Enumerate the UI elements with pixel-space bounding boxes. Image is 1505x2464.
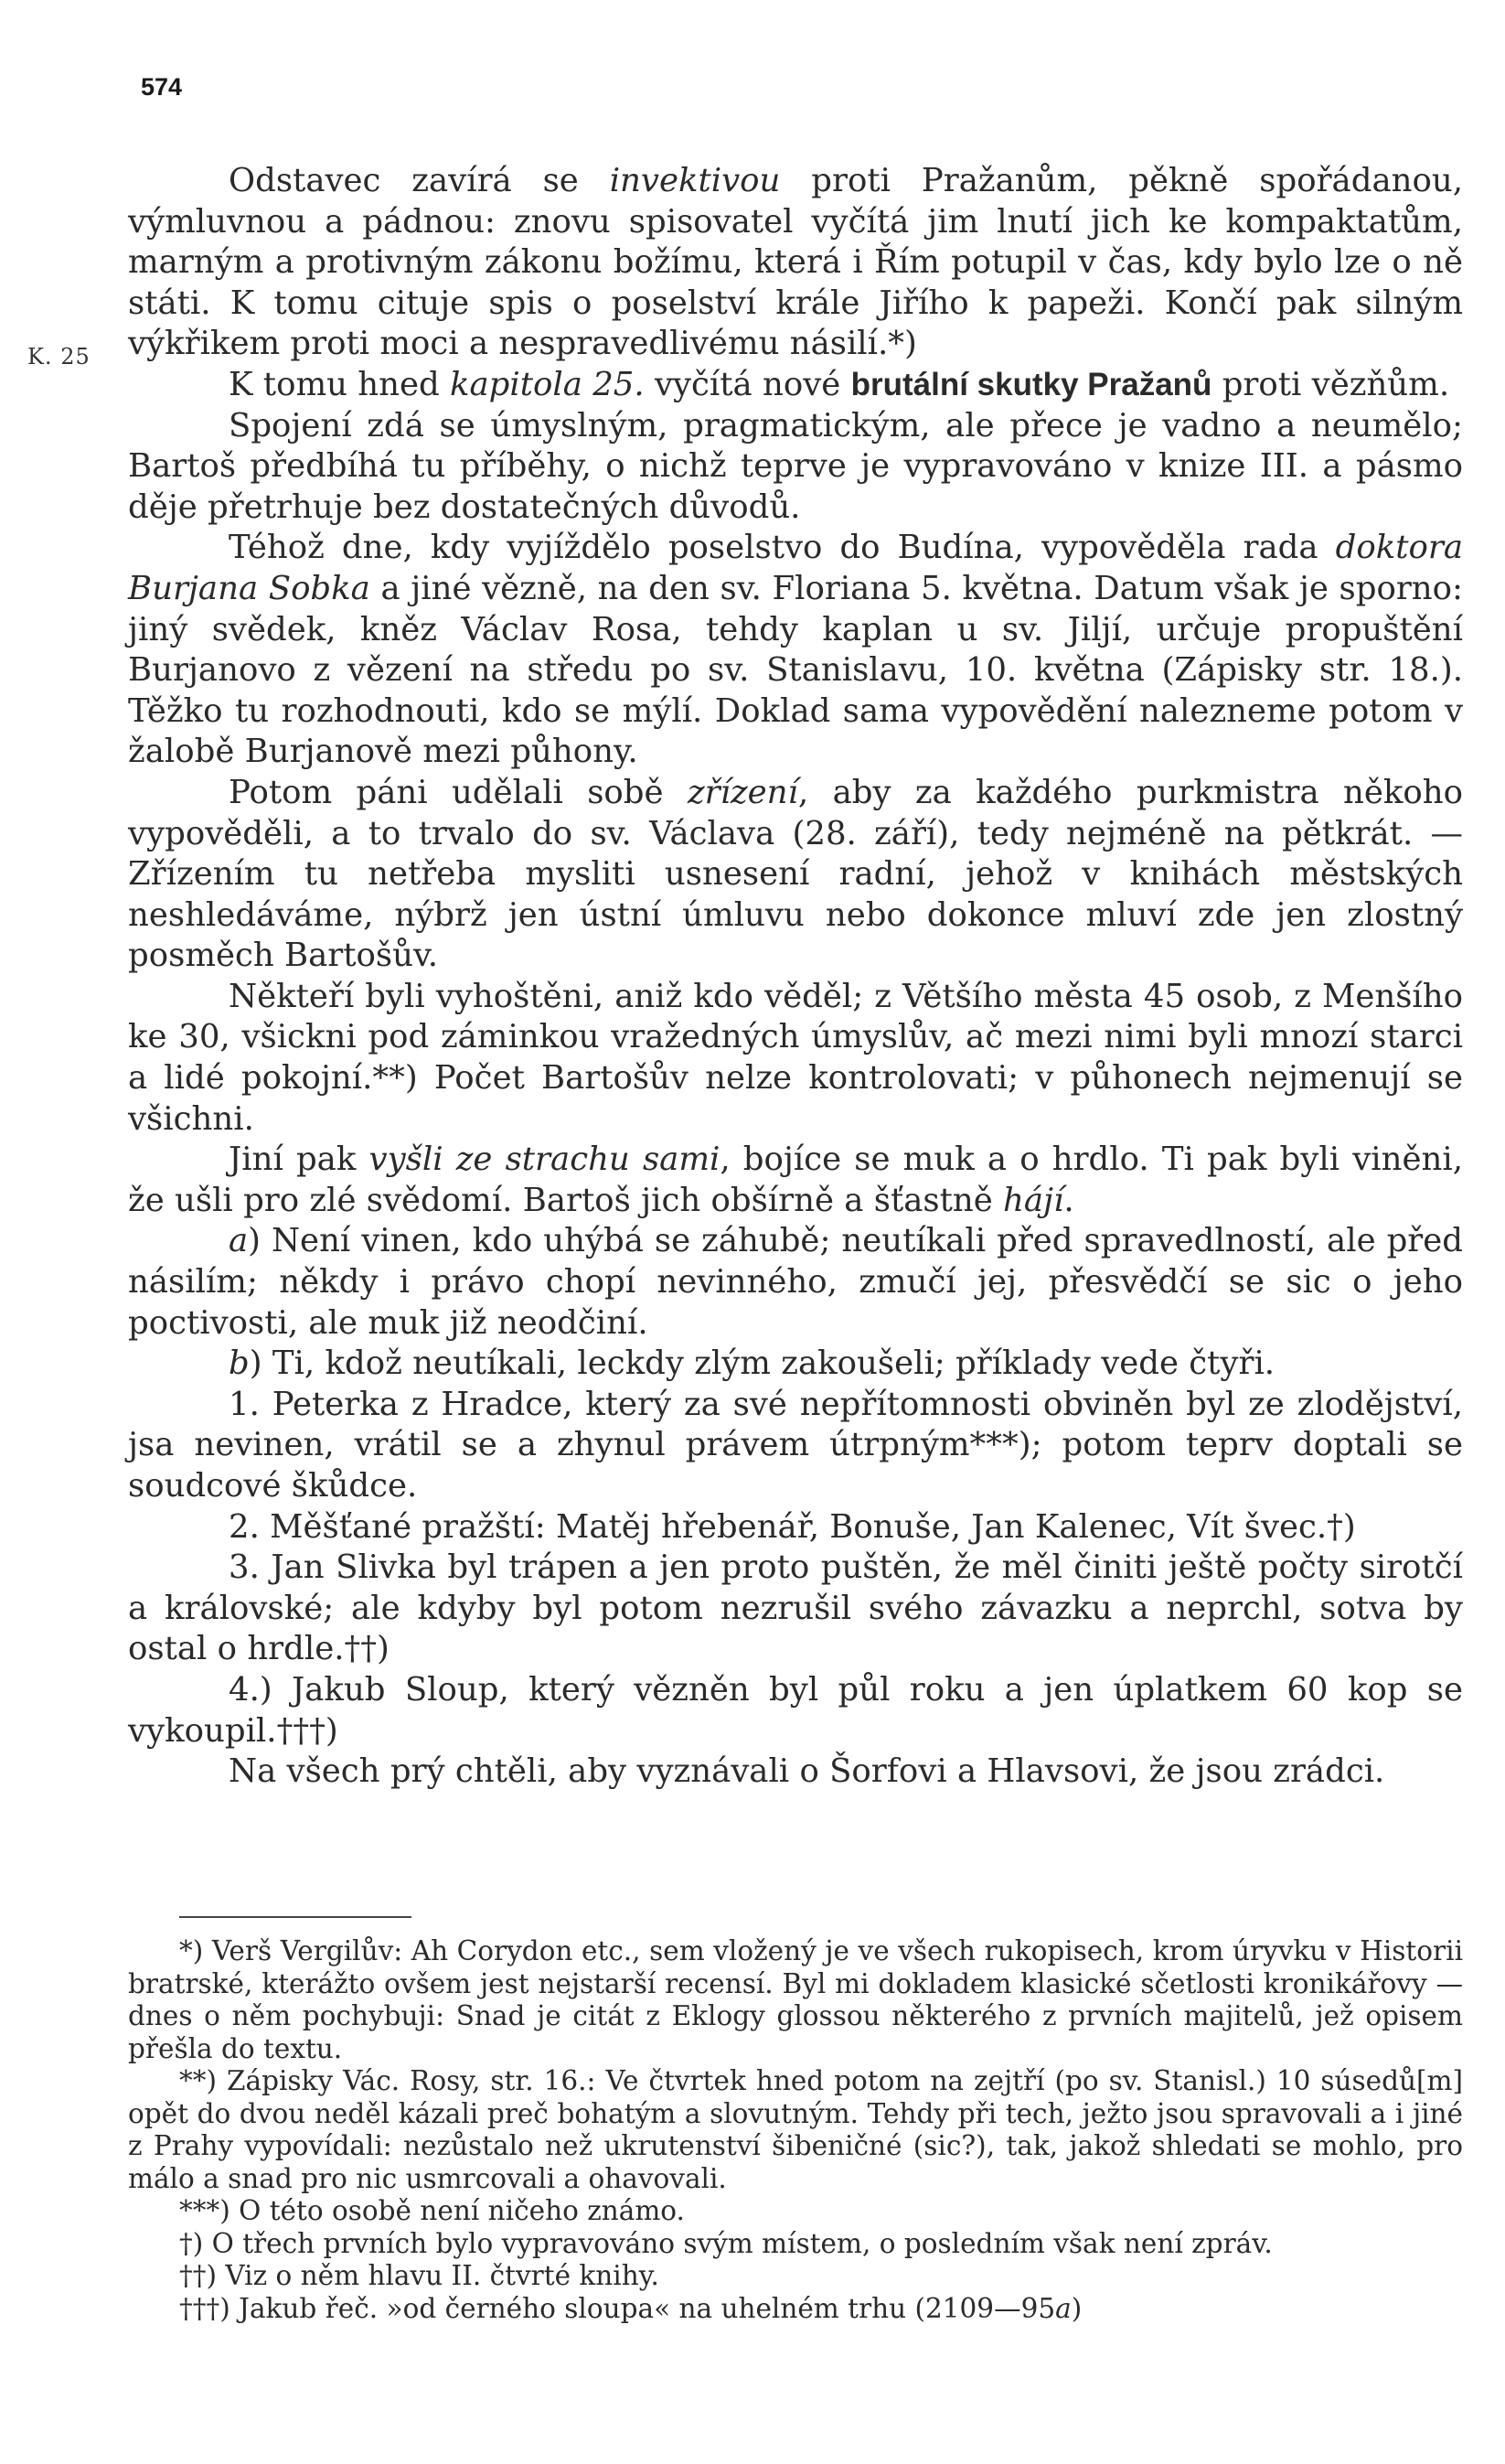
text-run: Spojení zdá se úmyslným, pragmatickým, ale přece je vadno a neumělo; Bartoš předbíhá tu příběhy, o nichž teprve je vypravováno v knize III. a pásmo děje přetrhuje bez dostatečných důvodů.: [128, 406, 1463, 526]
paragraph-2: [128, 365, 1463, 406]
italic-text: a: [229, 1222, 249, 1260]
text-run: ): [1071, 2292, 1083, 2324]
text-run: 1. Peterka z Hradce, který za své nepřítomnosti obviněn byl ze zlodějství, jsa nevinen, vrátil se a zhynul právem útrpným***); potom teprv doptali se soudcové škůdce.: [128, 1385, 1463, 1505]
footnote-6: [128, 2293, 1463, 2326]
text-run: vyčítá nové: [644, 365, 851, 403]
text-run: Odstavec zavírá se: [229, 162, 610, 199]
text-run: 3. Jan Slivka byl trápen a jen proto puštěn, že měl činiti ještě počty sirotčí a královské; ale kdyby byl potom nezrušil svého závazku a neprchl, sotva by ostal o hrdle.††): [128, 1548, 1463, 1668]
paragraph-11: [128, 1507, 1463, 1548]
bold-text: brutální skutky Pražanů: [850, 366, 1212, 402]
paragraph-6: [128, 977, 1463, 1140]
paragraph-9: [128, 1344, 1463, 1385]
text-run: Potom páni udělali sobě: [229, 773, 688, 811]
footnote-3: [128, 2195, 1463, 2228]
text-run: , bojíce se muk a o hrdlo. Ti pak byli viněni, že ušli pro zlé svědomí. Bartoš jich obšírně a šťastně: [128, 1141, 1463, 1219]
text-run: †) O třech prvních bylo vypravováno svým místem, o posledním však není zpráv.: [179, 2227, 1273, 2259]
italic-text: hájí: [1003, 1181, 1064, 1219]
text-run: ) Ti, kdož neutíkali, leckdy zlým zakoušeli; příklady vede čtyři.: [249, 1344, 1276, 1383]
italic-text: kapitola 25.: [450, 365, 645, 403]
paragraph-13: [128, 1670, 1463, 1752]
paragraph-8: [128, 1221, 1463, 1344]
paragraph-4: [128, 528, 1463, 773]
italic-text: invektivou: [609, 162, 781, 199]
text-run: , aby za každého purkmistra někoho vypověděli, a to trvalo do sv. Václava (28. září), tedy nejméně na pětkrát. — Zřízením tu netřeba mysliti usnesení radní, jehož v knihách městských neshledáváme, nýbrž jen ústní úmluvu nebo dokonce mluví zde jen zlostný posměch Bartošův.: [128, 773, 1463, 975]
text-run: Téhož dne, kdy vyjíždělo poselstvo do Budína, vypověděla rada: [229, 529, 1336, 567]
paragraph-3: [128, 406, 1463, 529]
paragraph-10: [128, 1385, 1463, 1507]
italic-text: doktora Burjana Sobka: [128, 529, 1463, 607]
footnote-1: [128, 1935, 1463, 2065]
page-number: 574: [141, 73, 183, 101]
paragraph-12: [128, 1548, 1463, 1670]
paragraph-1: [128, 161, 1463, 365]
text-run: 4.) Jakub Sloup, který vězněn byl půl roku a jen úplatkem 60 kop se vykoupil.†††): [128, 1670, 1463, 1750]
text-run: ††) Viz o něm hlavu II. čtvrté knihy.: [179, 2260, 659, 2291]
paragraph-5: [128, 773, 1463, 977]
text-run: Někteří byli vyhoštěni, aniž kdo věděl; z Většího města 45 osob, z Menšího ke 30, všickni pod záminkou vražedných úmyslův, ač mezi nimi byli mnozí starci a lidé pokojní.**) Počet Bartošův nelze kontrolovati; v půhonech nejmenují se všichni.: [128, 977, 1463, 1138]
text-run: *) Verš Vergilův: Ah Corydon etc., sem vložený je ve všech rukopisech, krom úryvku v Historii bratrské, kterážto ovšem jest nejstarší recensí. Byl mi dokladem klasické sčetlosti kronikářovy — dnes o něm pochybuji: Snad je citát z Eklogy glossou některého z prvních majitelů, jež opisem přešla do textu.: [128, 1935, 1463, 2064]
footnote-5: [128, 2260, 1463, 2293]
text-run: proti Pražanům, pěkně spořádanou, výmluvnou a pádnou: znovu spisovatel vyčítá jim lnutí jich ke kompaktatům, marným a protivným zákonu božímu, která i Řím potupil v čas, kdy bylo lze o ně státi. K tomu cituje spis o poselství krále Jiřího k papeži. Končí pak silným výkřikem proti moci a nespravedlivému násilí.*): [128, 162, 1463, 363]
text-run: K tomu hned: [229, 365, 450, 403]
text-run: **) Zápisky Vác. Rosy, str. 16.: Ve čtvrtek hned potom na zejtří (po sv. Stanisl.) 10 súsedů[m] opět do dvou neděl kázali preč bohatým a slovutným. Tehdy při tech, ježto jsou spravovali a i jiné z Prahy vypovídali: nezůstalo než ukrutenství šibeničné (sic?), tak, jakož shledati se mohlo, pro málo a snad pro nic usmrcovali a ohavovali.: [128, 2065, 1463, 2194]
text-run: †††) Jakub řeč. »od černého sloupa« na uhelném trhu (2109—95: [179, 2292, 1056, 2324]
body-text: [128, 161, 1463, 1793]
paragraph-14: [128, 1752, 1463, 1793]
paragraph-7: [128, 1140, 1463, 1221]
italic-text: b: [229, 1344, 250, 1383]
italic-text: a: [1055, 2292, 1072, 2324]
text-run: 2. Měšťané pražští: Matěj hřebenář, Bonuše, Jan Kalenec, Vít švec.†): [229, 1507, 1356, 1546]
text-run: Jiní pak: [229, 1141, 369, 1179]
footnote-rule: [179, 1916, 411, 1918]
text-run: ) Není vinen, kdo uhýbá se záhubě; neutíkali před spravedlností, ale před násilím; někdy i právo chopí nevinného, zmučí jej, přesvědčí se sic o jeho poctivosti, ale muk již neodčiní.: [128, 1222, 1463, 1342]
footnote-2: [128, 2065, 1463, 2195]
text-run: a jiné vězně, na den sv. Floriana 5. května. Datum však je sporno: jiný svědek, kněz Václav Rosa, tehdy kaplan u sv. Jiljí, určuje propuštění Burjanovo z vězení na středu po sv. Stanislavu, 10. května (Zápisky str. 18.). Těžko tu rozhodnouti, kdo se mýlí. Doklad sama vypovědění nalezneme potom v žalobě Burjanově mezi půhony.: [128, 569, 1463, 771]
text-run: ***) O této osobě není ničeho známo.: [179, 2195, 685, 2226]
italic-text: zřízení: [687, 773, 798, 811]
footnotes: [128, 1935, 1463, 2325]
italic-text: vyšli ze strachu sami: [368, 1141, 720, 1179]
text-run: proti vězňům.: [1211, 365, 1450, 403]
margin-note-chapter-ref: K. 25: [27, 344, 91, 370]
footnote-4: [128, 2228, 1463, 2261]
text-run: .: [1063, 1181, 1074, 1219]
text-run: Na všech prý chtěli, aby vyznávali o Šorfovi a Hlavsovi, že jsou zrádci.: [229, 1752, 1385, 1791]
